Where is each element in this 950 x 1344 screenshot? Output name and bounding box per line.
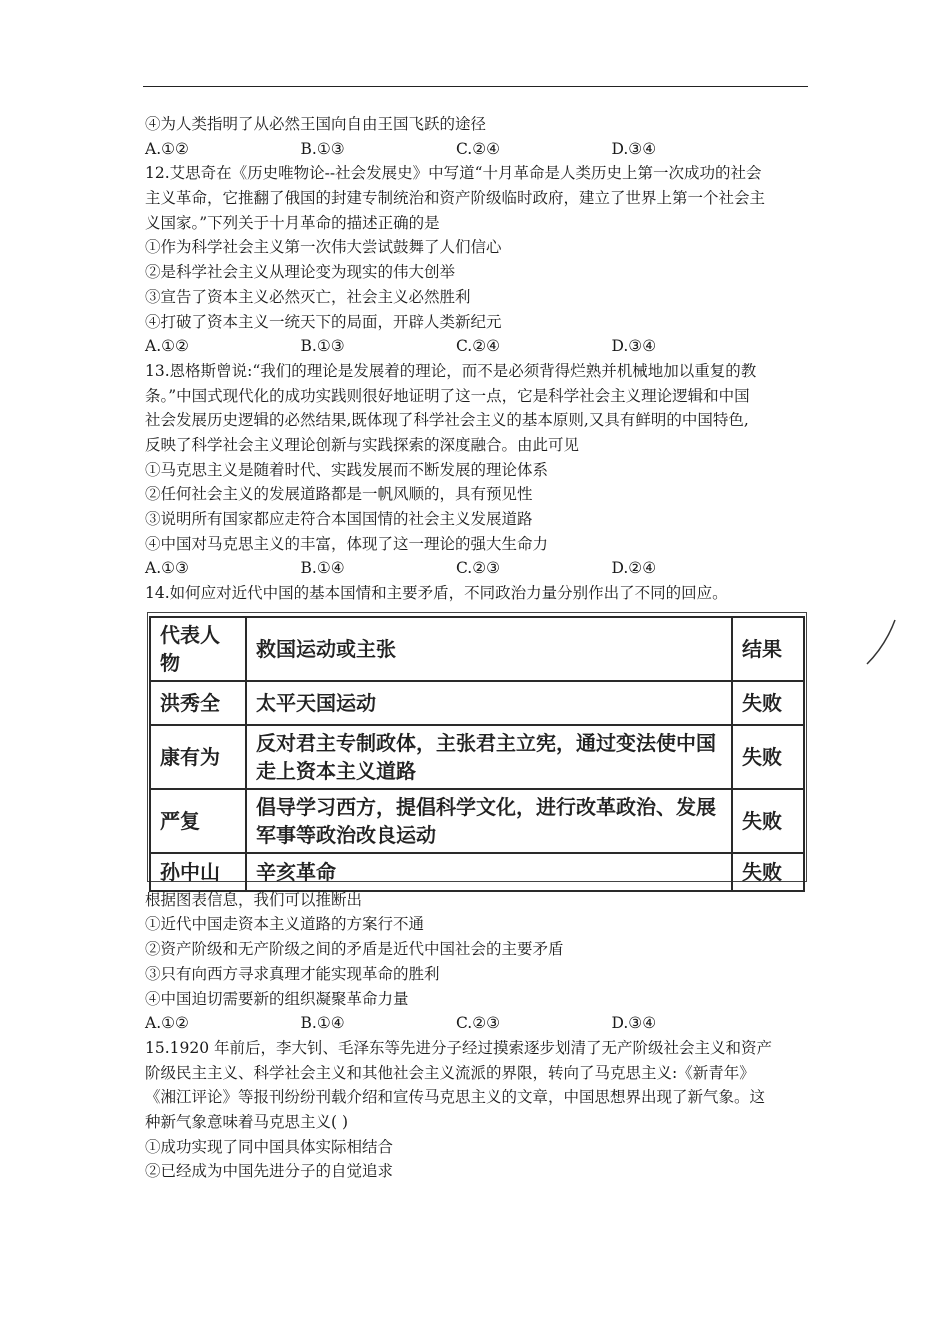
person-cell: 康有为 [150, 725, 246, 789]
statement: ①近代中国走资本主义道路的方案行不通 [145, 915, 425, 934]
header-rule [143, 86, 808, 87]
exam-page [145, 112, 813, 1184]
answer-options [145, 556, 813, 581]
answer-options [145, 137, 813, 162]
movement-cell: 辛亥革命 [246, 853, 732, 891]
option-b[interactable]: B.①③ [300, 139, 345, 158]
question-13 [145, 359, 813, 581]
person-cell: 严复 [150, 789, 246, 853]
table-row [150, 853, 804, 891]
statement: ④打破了资本主义一统天下的局面，开辟人类新纪元 [145, 312, 502, 331]
option-b[interactable]: B.①③ [300, 337, 345, 356]
statement: ④中国对马克思主义的丰富，体现了这一理论的强大生命力 [145, 534, 549, 553]
option-b[interactable]: B.①④ [300, 1014, 345, 1033]
statement: ③宣告了资本主义必然灭亡，社会主义必然胜利 [145, 287, 471, 306]
question-15 [145, 1036, 813, 1184]
option-a[interactable]: A.①③ [145, 559, 189, 578]
answer-options [145, 1011, 813, 1036]
result-cell: 失败 [732, 789, 804, 853]
question-12 [145, 161, 813, 359]
option-a[interactable]: A.①② [145, 337, 189, 356]
question-stem: 阶级民主主义、科学社会主义和其他社会主义流派的界限，转向了马克思主义:《新青年》 [145, 1063, 755, 1082]
statement: ③只有向西方寻求真理才能实现革命的胜利 [145, 964, 440, 983]
person-cell: 洪秀全 [150, 681, 246, 725]
statement: ②是科学社会主义从理论变为现实的伟大创举 [145, 263, 456, 282]
person-cell: 孙中山 [150, 853, 246, 891]
movement-cell: 反对君主专制政体，主张君主立宪，通过变法使中国走上资本主义道路 [246, 725, 732, 789]
question-stem: 《湘江评论》等报刊纷纷刊载介绍和宣传马克思主义的文章，中国思想界出现了新气象。这 [145, 1088, 766, 1107]
question-stem: 社会发展历史逻辑的必然结果,既体现了科学社会主义的基本原则,又具有鲜明的中国特色, [145, 411, 749, 430]
pen-stroke-mark [865, 618, 901, 668]
question-prompt: 根据图表信息，我们可以推断出 [145, 890, 363, 909]
header-cell: 结果 [732, 617, 804, 681]
answer-options [145, 334, 813, 359]
statement: ③说明所有国家都应走符合本国国情的社会主义发展道路 [145, 510, 533, 528]
movement-cell: 太平天国运动 [246, 681, 732, 725]
option-c[interactable]: C.②④ [456, 337, 501, 356]
scanned-table-image [147, 612, 807, 884]
question-14 [145, 581, 813, 1036]
result-cell: 失败 [732, 681, 804, 725]
statement: ④中国迫切需要新的组织凝聚革命力量 [145, 989, 409, 1008]
question-stem: 14.如何应对近代中国的基本国情和主要矛盾，不同政治力量分别作出了不同的回应。 [145, 584, 728, 603]
option-d[interactable]: D.③④ [611, 1014, 657, 1033]
history-table [149, 616, 805, 892]
question-stem: 义国家。”下列关于十月革命的描述正确的是 [145, 213, 440, 232]
statement: ①马克思主义是随着时代、实践发展而不断发展的理论体系 [145, 460, 549, 479]
option-d[interactable]: D.②④ [611, 559, 657, 578]
statement: ④为人类指明了从必然王国向自由王国飞跃的途径 [145, 115, 487, 133]
question-stem: 反映了科学社会主义理论创新与实践探索的深度融合。由此可见 [145, 435, 580, 454]
result-cell: 失败 [732, 853, 804, 891]
table-row [150, 681, 804, 725]
header-cell: 代表人物 [150, 617, 246, 681]
option-c[interactable]: C.②③ [456, 1014, 501, 1033]
question-stem: 条。”中国式现代化的成功实践则很好地证明了这一点，它是科学社会主义理论逻辑和中国 [145, 386, 750, 405]
question-stem: 主义革命，它推翻了俄国的封建专制统治和资产阶级临时政府，建立了世界上第一个社会主 [145, 189, 766, 208]
option-b[interactable]: B.①④ [300, 559, 345, 578]
question-11 [145, 112, 813, 161]
table-header-row [150, 617, 804, 681]
option-d[interactable]: D.③④ [611, 337, 657, 356]
question-stem: 种新气象意味着马克思主义( ) [145, 1112, 349, 1131]
statement: ②资产阶级和无产阶级之间的矛盾是近代中国社会的主要矛盾 [145, 940, 564, 959]
question-stem: 15.1920 年前后，李大钊、毛泽东等先进分子经过摸索逐步划清了无产阶级社会主义和资产 [145, 1038, 773, 1057]
option-c[interactable]: C.②④ [456, 139, 501, 158]
statement: ②任何社会主义的发展道路都是一帆风顺的，具有预见性 [145, 485, 533, 504]
option-c[interactable]: C.②③ [456, 559, 501, 578]
movement-cell: 倡导学习西方，提倡科学文化，进行改革政治、发展军事等政治改良运动 [246, 789, 732, 853]
option-d[interactable]: D.③④ [611, 139, 657, 158]
header-cell: 救国运动或主张 [246, 617, 732, 681]
option-a[interactable]: A.①② [145, 139, 189, 158]
question-stem: 13.恩格斯曾说:“我们的理论是发展着的理论，而不是必须背得烂熟并机械地加以重复的教 [145, 361, 757, 380]
statement: ②已经成为中国先进分子的自觉追求 [145, 1162, 394, 1181]
table-row [150, 789, 804, 853]
option-a[interactable]: A.①② [145, 1014, 189, 1033]
result-cell: 失败 [732, 725, 804, 789]
statement: ①作为科学社会主义第一次伟大尝试鼓舞了人们信心 [145, 238, 502, 257]
table-row [150, 725, 804, 789]
statement: ①成功实现了同中国具体实际相结合 [145, 1137, 394, 1156]
question-stem: 12.艾思奇在《历史唯物论--社会发展史》中写道“十月革命是人类历史上第一次成功的社会 [145, 164, 762, 183]
